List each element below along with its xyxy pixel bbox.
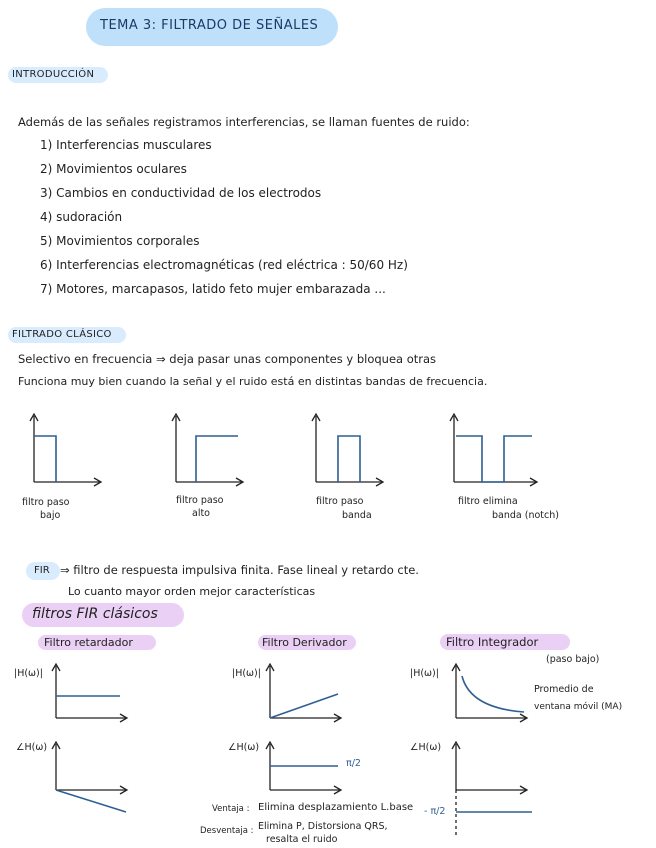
derivative-phase-graph: [262, 738, 346, 804]
fir-line2: Lo cuanto mayor orden mejor características: [68, 585, 316, 598]
highpass-filter-graph: [168, 410, 248, 490]
filter-label: alto: [192, 508, 210, 519]
list-item: 6) Interferencias electromagnéticas (red eléctrica : 50/60 Hz): [40, 258, 408, 272]
ventaja-label: Ventaja :: [212, 804, 250, 814]
clasico-heading: FILTRADO CLÁSICO: [12, 329, 112, 340]
col1-title: Filtro retardador: [44, 636, 133, 649]
desventaja-text-1: Elimina P, Distorsiona QRS,: [258, 821, 388, 832]
phase-label: ∠H(ω): [16, 742, 48, 753]
clasico-line2: Funciona muy bien cuando la señal y el ruido está en distintas bandas de frecuencia.: [18, 375, 488, 388]
magnitude-label: |H(ω)|: [14, 668, 43, 679]
neg-pi-half-label: - π/2: [424, 806, 446, 817]
phase-label: ∠H(ω): [228, 742, 260, 753]
fir-heading: filtros FIR clásicos: [32, 606, 158, 622]
integrator-magnitude-graph: [448, 660, 532, 726]
desventaja-label: Desventaja :: [200, 826, 254, 836]
fir-line1: ⇒ filtro de respuesta impulsiva finita. Fase lineal y retardo cte.: [60, 563, 419, 577]
delay-magnitude-graph: [48, 660, 132, 726]
intro-heading: INTRODUCCIÓN: [12, 69, 95, 80]
filter-label: banda (notch): [492, 510, 559, 521]
list-item: 5) Movimientos corporales: [40, 234, 200, 248]
promedio-note-1: Promedio de: [534, 684, 594, 695]
derivative-magnitude-graph: [262, 660, 346, 726]
intro-text: Además de las señales registramos interferencias, se llaman fuentes de ruido:: [18, 115, 470, 129]
list-item: 2) Movimientos oculares: [40, 162, 187, 176]
integrator-phase-graph: [448, 738, 538, 838]
phase-label: ∠H(ω): [410, 742, 442, 753]
list-item: 3) Cambios en conductividad de los electrodos: [40, 186, 322, 200]
col3-title: Filtro Integrador: [446, 635, 539, 649]
notch-filter-graph: [446, 410, 546, 490]
magnitude-label: |H(ω)|: [232, 668, 261, 679]
filter-label: filtro paso: [22, 497, 70, 508]
delay-phase-graph: [48, 738, 132, 818]
filter-label: filtro paso: [176, 495, 224, 506]
desventaja-text-2: resalta el ruido: [266, 834, 338, 845]
list-item: 1) Interferencias musculares: [40, 138, 212, 152]
list-item: 7) Motores, marcapasos, latido feto mujer embarazada ...: [40, 282, 386, 296]
list-item: 4) sudoración: [40, 210, 123, 224]
bandpass-filter-graph: [308, 410, 388, 490]
clasico-line1: Selectivo en frecuencia ⇒ deja pasar unas componentes y bloquea otras: [18, 352, 437, 366]
filter-label: filtro paso: [316, 496, 364, 507]
fir-tag: FIR: [34, 565, 50, 576]
promedio-note-2: ventana móvil (MA): [534, 702, 623, 712]
filter-label: bajo: [40, 510, 61, 521]
pi-half-label: π/2: [346, 758, 361, 769]
col2-title: Filtro Derivador: [262, 636, 347, 649]
paso-bajo-note: (paso bajo): [546, 654, 600, 665]
magnitude-label: |H(ω)|: [410, 668, 439, 679]
filter-label: banda: [342, 510, 372, 521]
lowpass-filter-graph: [26, 410, 106, 490]
filter-label: filtro elimina: [458, 496, 518, 507]
ventaja-text: Elimina desplazamiento L.base: [258, 802, 414, 813]
page-title: TEMA 3: FILTRADO DE SEÑALES: [100, 18, 319, 33]
